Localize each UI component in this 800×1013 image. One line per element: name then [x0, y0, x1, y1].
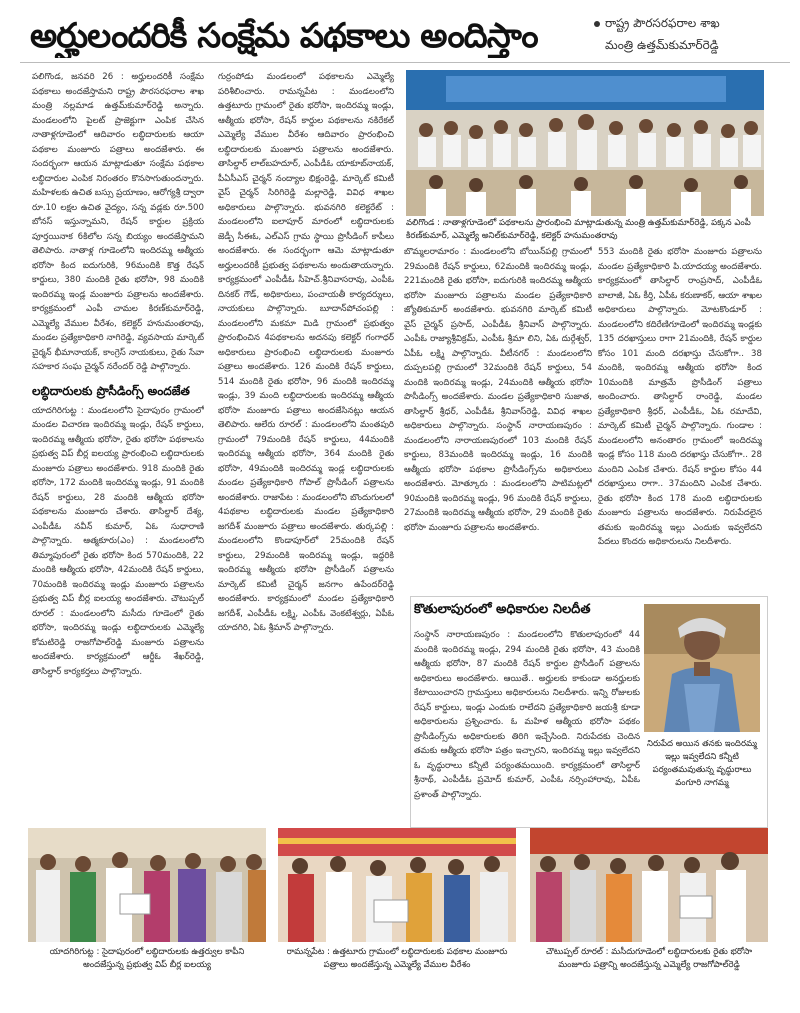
photo-choutuppal [530, 828, 768, 942]
minister-name: మంత్రి ఉత్తమ్‌కుమార్‌రెడ్డి [605, 38, 719, 52]
photo-yadagirigutta [28, 828, 266, 942]
side-photo-caption: నిరుపేద అయిన తనకు ఇందిరమ్మ ఇల్లు ఇవ్వలేదని కన్నీటి పర్యంతమవుతున్న వృద్ధురాలు వంగూరి నాగమ్మ [647, 739, 757, 788]
article-paragraph: యాదగిరిగుట్ట : మండలంలోని సైదాపురం గ్రామంలో మండల విచారణ ఇందిరమ్మ ఇండ్లు, రేషన్ కార్డులు, ఇందిరమ్మ ఆత్మీయ భరోసా, రైతు భరోసా పథకాలను ప్రభుత్వ విప్ బీర్ల ఐలయ్య ప్రారంభించి లబ్ధిదారులకు మంజూరు పత్రాలు అందజేశారు. 918 మందికి రైతు భరోసా, 172 మందికి ఇందిరమ్మ ఇండ్లు, 91 మందికి రేషన్ కార్డులు, 28 మందికి ఆత్మీయ భరోసా పథకాలను మంజూరు చేశారు. తాసిల్దార్ దేశ్య, ఎంపీడీఓ నవీన్ కుమార్, ఏఓ సుధారాణి పాల్గొన్నారు. ఆత్మకూరు(ఎం) : మండలంలోని తిమ్మాపురంలో రైతు భరోసా కింద 570మందికి, 22 మందికి ఆత్మీయ భరోసా, 42మందికి రేషన్ కార్డులు, 70మందికి ఇందిరమ్మ ఇండ్లు మంజూరు పత్రాలను ప్రభుత్వ విప్ బీర్ల ఐలయ్య అందజేశారు. చౌటుప్పల్ రూరల్ : మండలంలోని మసీదు గూడెంలో రైతు భరోసా, ఇందిరమ్మ ఇండ్లు లబ్ధిదారులకు ఎమ్మెల్యే కోమటిరెడ్డి రాజగోపాల్‌రెడ్డి మంజూరు పత్రాలను అందజేశారు. కార్యక్రమంలో ఆర్డీఓ శేఖర్‌రెడ్డి, తాసిల్దార్ కార్యకర్తలు పాల్గొన్నారు. [32, 405, 204, 677]
photo-caption-1: యాదగిరిగుట్ట : సైదాపురంలో లబ్ధిదారులకు ఉత్తర్వుల కాపీని అందజేస్తున్న ప్రభుత్వ విప్ బీర్ల ఐలయ్య [49, 947, 245, 970]
photo-caption-3: చౌటుప్పల్ రూరల్ : మసీదుగూడెంలో లబ్ధిదారులకు రైతు భరోసా మంజూరు పత్రాన్ని అందజేస్తున్న ఎమ్మెల్యే రాజగోపాల్‌రెడ్డి [545, 947, 753, 970]
article-column-4 [598, 245, 762, 587]
article-paragraph: గుర్రంపోడు మండలంలో పథకాలను ఎమ్మెల్యే పరిశీలించారు. రామన్నపేట : మండలంలోని ఉత్తటూరు గ్రామంలో రైతు భరోసా, ఇందిరమ్మ ఇండ్లు, ఆత్మీయ భరోసా, రేషన్ కార్డుల పథకాలను నకిరేకల్ ఎమ్మెల్యే వేముల వీరేశం ఆదివారం ప్రారంభించి లబ్ధిదారులకు మంజూరు పత్రాలను అందజేశారు. తాసిల్దార్ లాల్‌బహదూర్, ఎంపీడీఓ యాకూబ్‌నాయక్, పీఏసీఎస్ చైర్మన్ నంద్యాల భిక్షంరెడ్డి, మార్కెట్ కమిటీ వైస్ చైర్మన్ సిరిగిరెడ్డి మల్లారెడ్డి, వివిధ శాఖల అధికారులు పాల్గొన్నారు. భువనగిరి కలెక్టరేట్ : మండలంలోని ఐలాపూర్ మారంలో లబ్ధిదారులకు జెడ్పీ సీఈఓ, ఎల్‌ఎస్ గ్రామ స్థాయి ప్రొసీడింగ్ కాపీలు అందజేశారు. ఈ సందర్భంగా ఆమె మాట్లాడుతూ అర్హులందరికీ ప్రభుత్వ పథకాలను అందుతాయన్నారు. కార్యక్రమంలో ఎంపీడీఓ సీహెచ్.శ్రీనివాసరావు, ఎంపీఓ దినకర్ గౌడ్, అధికారులు, పంచాయతీ కార్యదర్శులు, నాయకులు పాల్గొన్నారు. బూదాన్‌పోచంపల్లి : మండలంలోని మకమా మిడి గ్రామంలో ప్రభుత్వం ప్రారంభించిన 4పథకాలను అదనపు కలెక్టర్ గంగాధర్ అధికారులు ప్రారంభించి లబ్ధిదారులకు మంజూరు పత్రాలు అందజేశారు. 126 మందికి రేషన్ కార్డులు, 514 మందికి రైతు భరోసా, 96 మందికి ఇందిరమ్మ ఇండ్లు, 39 మంది లబ్ధిదారులకు ఇందిరమ్మ ఆత్మీయ భరోసా మంజూరు పత్రాలు అందజేసినట్లు ఆయన తెలిపారు. ఆలేరు రూరల్ : మండలంలోని మంతపురి గ్రామంలో 79మందికి రేషన్ కార్డులు, 44మందికి ఇందిరమ్మ ఆత్మీయ భరోసా, 364 మందికి రైతు భరోసా, 49మందికి ఇందిరమ్మ ఇండ్ల లబ్ధిదారులకు మండల ప్రత్యేకాధికారి గోపాల్ ప్రొసీడింగ్ పత్రాలను అందజేశారు. రాజాపేట : మండలంలోని బొందుగులలో 4పథకాల లబ్ధిదారులకు మండల ప్రత్యేకాధికారి జగదీశ్ మంజూరు పత్రాలు అందజేశారు. తుర్కపల్లి : మండలంలోని కొండాపూర్‌లో 25మందికి రేషన్ కార్డులు, 29మందికి ఇందిరమ్మ ఇండ్లు, ఇద్దరికి ఇందిరమ్మ ఆత్మీయ భరోసా ప్రొసీడింగ్ పత్రాలను మార్కెట్ కమిటీ చైర్మన్ జనగాం ఉపేందర్‌రెడ్డి అందజేశారు. కార్యక్రమంలో మండల ప్రత్యేకాధికారి జగదీశ్, ఎంపీడీఓ లక్ష్మి, ఎంపీఓ వెంకటేశ్వర్లు, ఏపీఓ యాదగిరి, ఏఓ శ్రీమాన్ పాల్గొన్నారు. [218, 72, 394, 633]
main-photo-caption: వలిగొండ : నాతాళ్లగూడెంలో పథకాలను ప్రారంభించి మాట్లాడుతున్న మంత్రి ఉత్తమ్‌కుమార్‌రెడ్డి, పక్కన ఎంపీ కిరణ్‌కుమార్, ఎమ్మెల్యే అనిల్‌కుమార్‌రెడ్డి, కలెక్టర్ హనుమంతరావు [406, 218, 751, 241]
main-event-photo [406, 70, 764, 216]
article-column-3 [404, 245, 592, 587]
article-column-1 [32, 70, 204, 812]
minister-dept: రాష్ట్ర పౌరసరఫరాల శాఖ [605, 16, 720, 30]
article-paragraph: సంస్థాన్ నారాయణపురం : మండలంలోని కొతులాపురంలో 44 మందికి ఇందిరమ్మ ఇండ్లు, 294 మందికి రైతు భరోసా, 43 మందికి ఆత్మీయ భరోసా, 87 మందికి రేషన్ కార్డుల ప్రొసీడింగ్ పత్రాలను అధికారులు అందజేశారు. ఆయితే.. అర్హులకు కాకుండా అనర్హులకు కేటాయించారని గ్రామస్తులు అధికారులను నిలదీశారు. ఇన్ని రోజులకు రేషన్ కార్డులు, ఇండ్లు ఎందుకు రాలేదని ప్రత్యేకాధికారి జయశ్రీ కూడా అధికారులను ప్రశ్నించారు. ఓ మహిళ ఆత్మీయ భరోసా పథకం ప్రొసీడింగ్స్‌ను అధికారులకు తిరిగి ఇచ్చేసింది. నిరుపేదకు చెందిన తమకు ఆత్మీయ భరోసా పత్రం ఇచ్చారని, ఇందిరమ్మ ఇల్లు ఇవ్వలేదని ఓ వృద్ధురాలు కన్నీటి పర్యంతమయింది. కార్యక్రమంలో తాసిల్దార్ శ్రీనాథ్, ఎంపీడీఓ ప్రమోద్ కుమార్, ఎంపీఓ నర్సింహారావు, ఏపీఓ ప్రశాంత్ పాల్గొన్నారు. [414, 630, 640, 800]
boxed-story-text [414, 628, 640, 820]
article-paragraph: బొమ్మలరామారం : మండలంలోని బోయిన్‌పల్లి గ్రామంలో 29మందికి రేషన్ కార్డులు, 62మందికి ఇందిరమ్మ ఇండ్లు, 221మందికి రైతు భరోసా, ఐదుగురికి ఇందిరమ్మ ఆత్మీయ భరోసా మంజూరు పత్రాలను మండల ప్రత్యేకాధికారి జ్యోతికుమార్ అందజేశారు. భువనగిరి మార్కెట్ కమిటీ వైస్ చైర్మన్ ప్రసాద్, ఎంపీడీఓ శ్రీనివాస్ పాల్గొన్నారు. ఎంపీఓ రాజ్యాశ్రీవిక్రమ్, ఎంపీఓ శ్రీమా లిని, ఏఓ దుర్గేశ్వర్, ఏపీఓ లక్ష్మి పాల్గొన్నారు. వీటీనగర్ : మండలంలోని దుప్పలపల్లి గ్రామంలో 32మందికి రేషన్ కార్డులు, 54 మందికి ఇందిరమ్మ ఇండ్లు, 24మందికి ఆత్మీయ భరోసా పొసీడింగ్స్ అందజేశారు. మండల ప్రత్యేకాధికారి సుజాత, తాసిల్దార్ శ్రీధర్, ఎంపీడీఓ శ్రీనివాస్‌రెడ్డి, వివిధ శాఖల అధికారులు పాల్గొన్నారు. సంస్థాన్ నారాయణపురం : మండలంలోని నారాయణపురంలో 103 మందికి రేషన్ కార్డులు, 83మందికి ఇందిరమ్మ ఇండ్లు, 16 మందికి ఆత్మీయ భరోసా పథకాల ప్రొసీడింగ్స్‌ను అధికారులు అందజేశారు. మోత్కూరు : మండలంలోని పాటిమట్లలో 90మందికి ఇందిరమ్మ ఇండ్లు, 96 మందికి రేషన్ కార్డులు, 27మందికి ఇందిరమ్మ ఆత్మీయ భరోసా, 29 మందికి రైతు భరోసా మంజూరు పత్రాలను అందజేశారు. [404, 247, 592, 533]
photo-ramannapet [278, 828, 516, 942]
headline: అర్హులందరికీ సంక్షేమ పథకాలు అందిస్తాం [30, 16, 538, 56]
article-paragraph: 553 మందికి రైతు భరోసా మంజూరు పత్రాలను మండల ప్రత్యేకాధికారి పి.యాదయ్య అందజేశారు. కార్యక్రమంలో తాసిల్దార్ రాంప్రసాద్, ఎంపీడీఓ బాలాజీ, ఏఓ కీర్తి, ఏపీఓ కరుణాకర్, ఆయా శాఖల అధికారులు పాల్గొన్నారు. మోటకొండూర్ : మండలంలోని కదిరేణిగూడెంలో ఇందిరమ్మ ఇండ్లకు 135 దరఖాస్తులు రాగా 21మందికి, రేషన్ కార్డుల కోసం 101 మంది దరఖాస్తు చేసుకోగా.. 38 మందికి, ఇందిరమ్మ ఆత్మీయ భరోసా కింద 10మందికి మాత్రమే ప్రొసీడింగ్ పత్రాలు అందించారు. తాసిల్దార్ రాంరెడ్డి, మండల ప్రత్యేకాధికారి శ్రీధర్, ఎంపీడీఓ, ఏఓ రమాదేవి, మార్కెట్ కమిటీ చైర్మన్ పాల్గొన్నారు. గుండాల : మండలంలోని అనంతారం గ్రామంలో ఇందిరమ్మ ఇండ్ల కోసం 118 మంది దరఖాస్తు చేసుకోగా.. 28 మందిని ఎంపిక చేశారు. రేషన్ కార్డుల కోసం 44 దరఖాస్తులు రాగా.. 37మందిని ఎంపిక చేశారు. రైతు భరోసా కింద 178 మంది లబ్ధిదారులకు మంజూరు పత్రాలను అందజేశారు. నిరుపేదలైన తమకు ఇందిరమ్మ ఇల్లు ఎందుకు ఇవ్వలేదని పేదలు కొందరు అధికారులను నిలదీశారు. [598, 247, 762, 547]
photo-caption-2: రామన్నపేట : ఉత్తటూరు గ్రామంలో లబ్ధిదారులకు పథకాల మంజూరు పత్రాలు అందజేస్తున్న ఎమ్మెల్యే వేముల వీరేశం [286, 947, 508, 970]
article-paragraph: పలిగొండ, జనవరి 26 : అర్హులందరికీ సంక్షేమ పథకాలు అందజేస్తామని రాష్ట్ర పౌరసరఫరాల శాఖ మంత్రి నల్లమాడ ఉత్తమ్‌కుమార్‌రెడ్డి అన్నారు. మండలంలోని పైలట్ ప్రాజెక్టుగా ఎంపిక చేసిన నాతాళ్లగూడెంలో ఆదివారం లబ్ధిదారులకు ఆయా పథకాల మంజూరు పత్రాలు అందజేశారు. ఈ సందర్భంగా ఆయన మాట్లాడుతూ సంక్షేమ పథకాల లబ్ధిదారుల ఎంపిక నిరంతరం కొనసాగుతుందన్నారు. మహిళలకు ఉచిత బస్సు ప్రయాణం, ఆరోగ్యశ్రీ ద్వారా రూ.10 లక్షల ఉచిత వైద్యం, సన్న వడ్లకు రూ.500 బోనస్ ఇస్తున్నామని, రేషన్ కార్డుల ప్రక్రియ పూర్తయినాక 6కిలోల సన్న బియ్యం అందజేస్తామని తెలిపారు. నాతాళ్ల గూడెంలోని ఇందిరమ్మ ఆత్మీయ భరోసా కింద ఐదుగురికి, 96మందికి కొత్త రేషన్ కార్డులు, 380 మందికి రైతు భరోసా, 98 మందికి ఇందిరమ్మ ఇండ్ల మంజూరు పత్రాలను అందజేశారు. కార్యక్రమంలో ఎంపీ చామల కిరణ్‌కుమార్‌రెడ్డి, ఎమ్మెల్యే వేముల వీరేశం, కలెక్టర్ హనుమంతరావు, మండల ప్రత్యేకాధికారి నాగిరెడ్డి, వ్యవసాయ మార్కెట్ చైర్మన్ భీమానాయక్, కాంగ్రెస్ నాయకులు, రైతు సేవా సహకార సంఘ చైర్మన్ నరేందర్ రెడ్డి పాల్గొన్నారు. [32, 72, 204, 372]
minister-byline [594, 12, 794, 56]
section-subheading: లబ్ధిదారులకు ప్రొసీడింగ్స్ అందజేత [32, 383, 190, 398]
bullet-icon [594, 21, 600, 27]
headline-divider [20, 62, 790, 63]
boxed-story-heading: కొతులాపురంలో అధికారుల నిలదీత [414, 602, 591, 617]
article-column-2 [218, 70, 394, 812]
elderly-woman-photo [644, 604, 760, 732]
